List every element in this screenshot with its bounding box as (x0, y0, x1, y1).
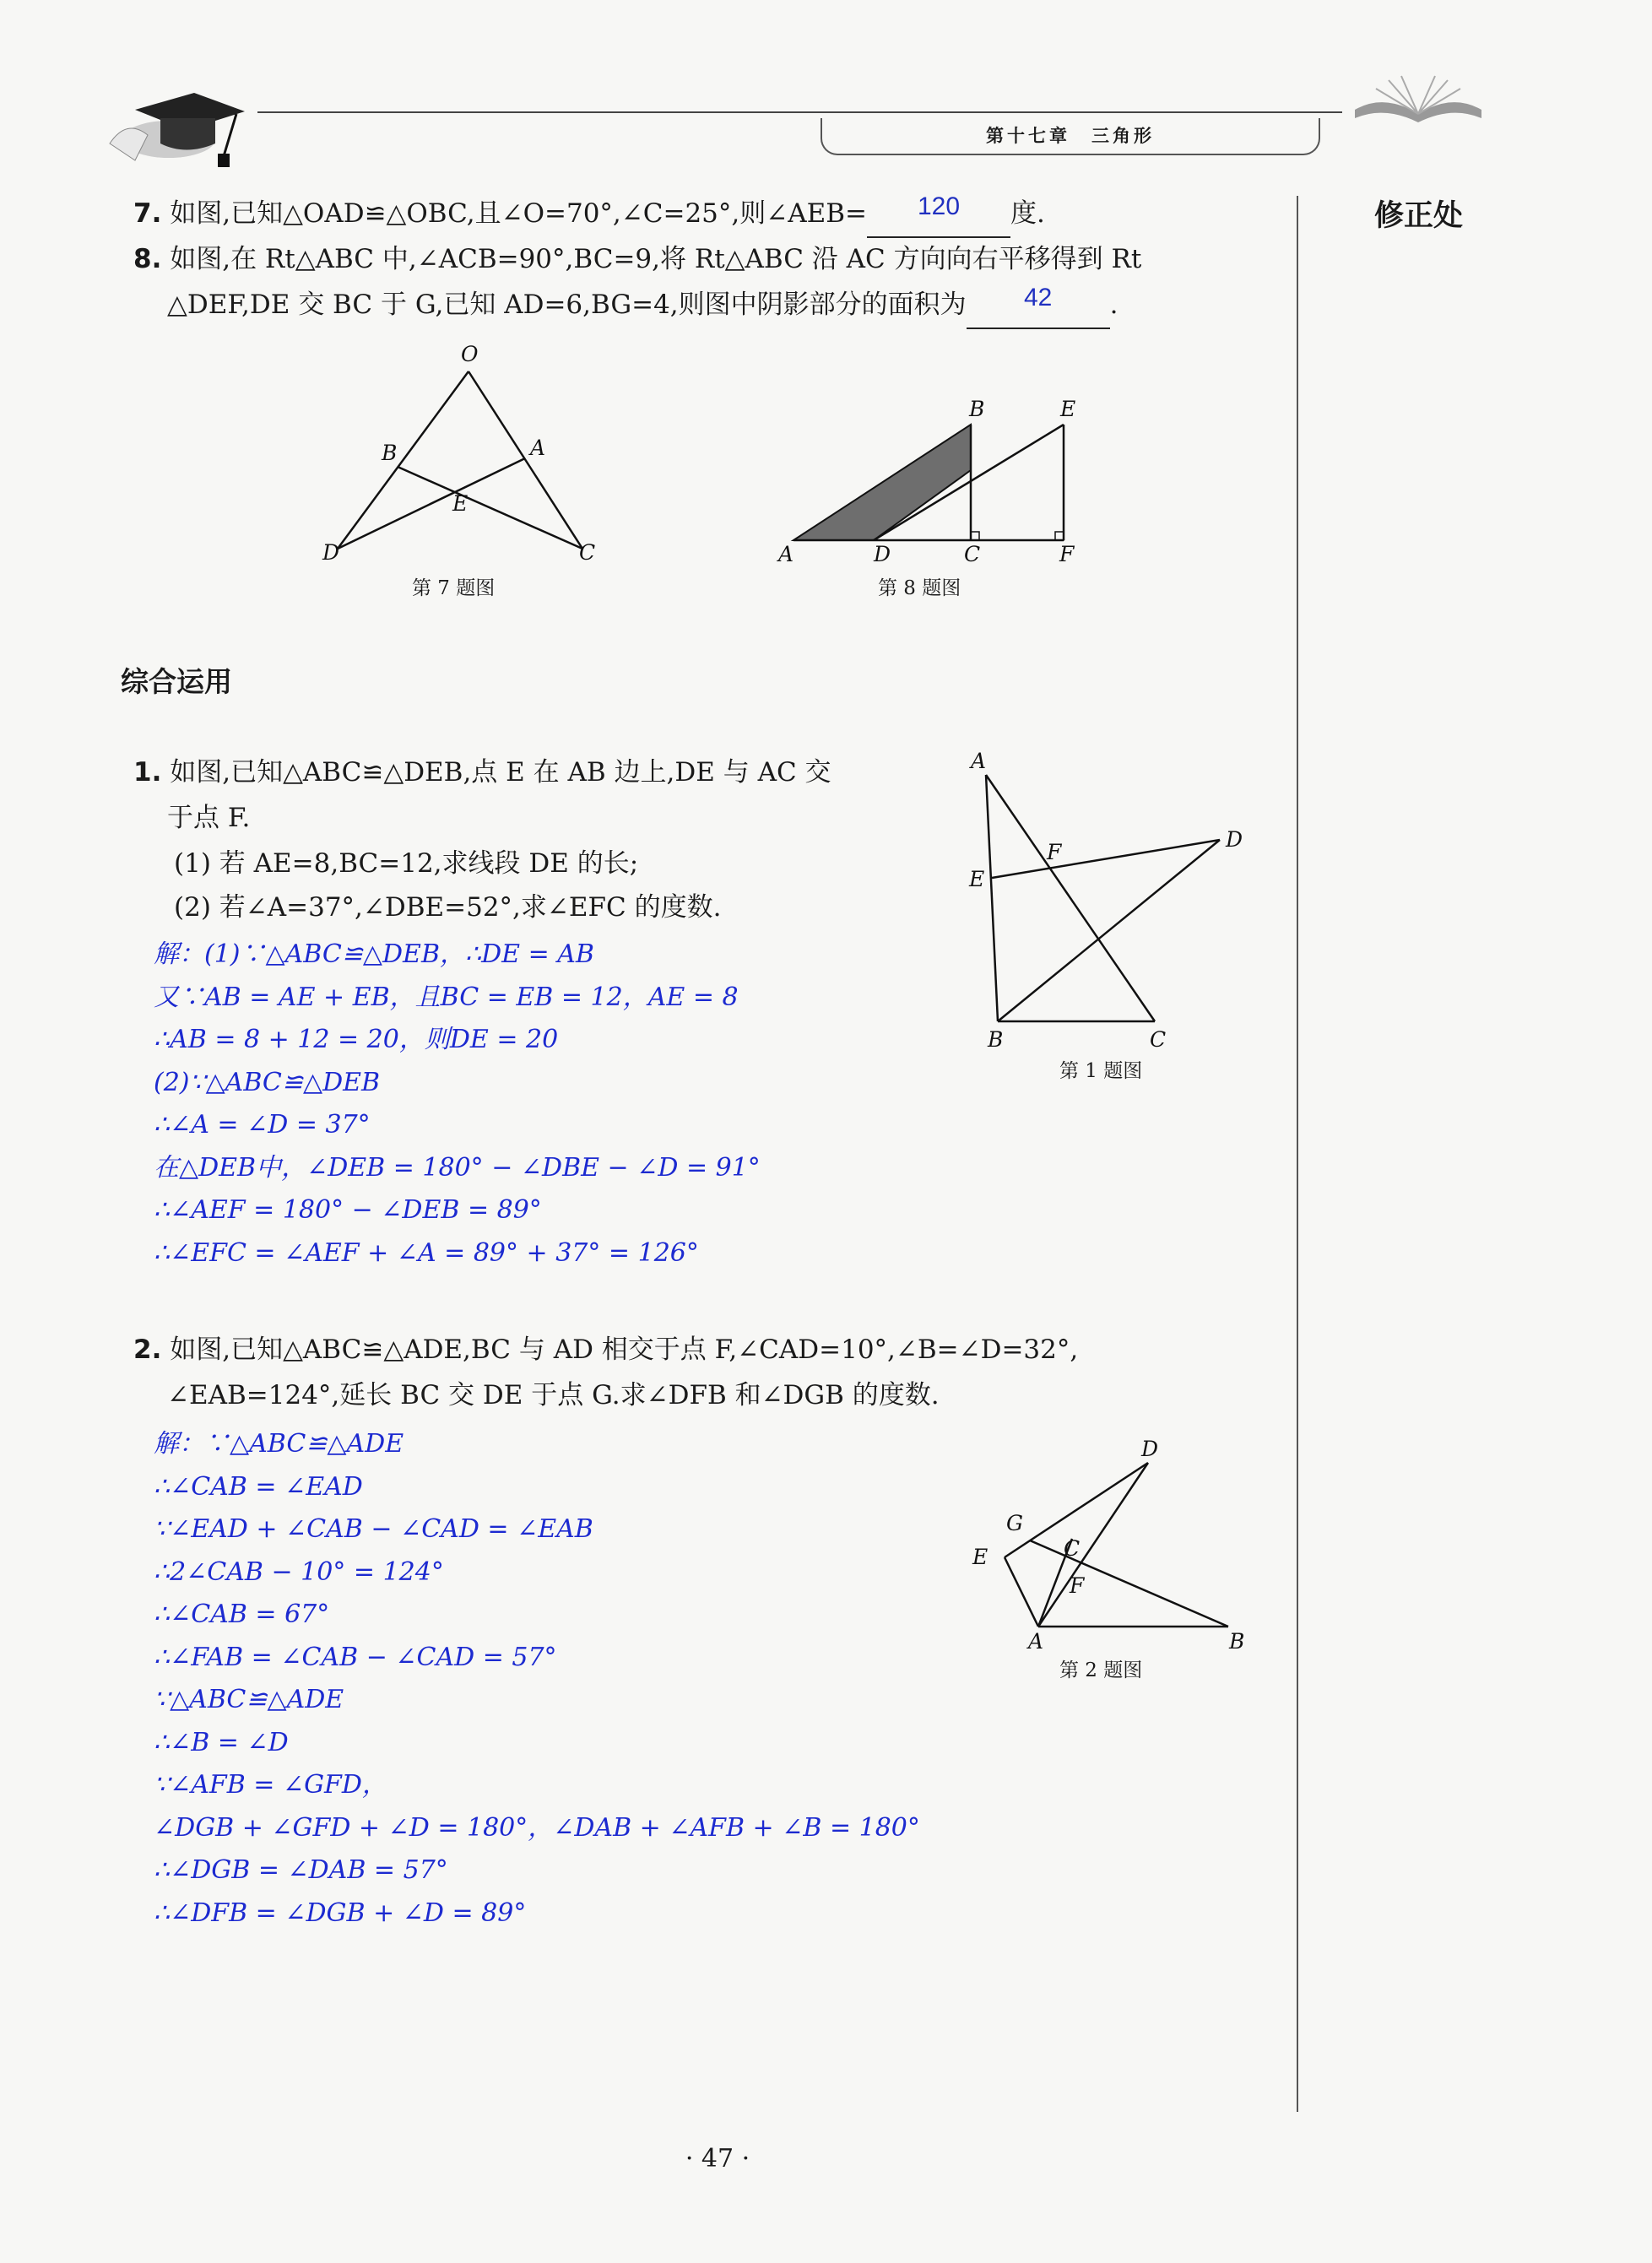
label-E: E (1060, 397, 1076, 421)
problem-2-line2: ∠EAB=124°,延长 BC 交 DE 于点 G.求∠DFB 和∠DGB 的度数. (167, 1380, 940, 1410)
fig8-caption: 第 8 题图 (878, 577, 961, 599)
figure-2 (954, 1431, 1275, 1650)
solution-line: ∴∠B = ∠D (154, 1727, 289, 1757)
solution-line: ∴∠EFC = ∠AEF + ∠A = 89° + 37° = 126° (154, 1237, 699, 1268)
label-G: G (1006, 1511, 1023, 1535)
question-8: 8. 如图,在 Rt△ABC 中,∠ACB=90°,BC=9,将 Rt△ABC 沿 AC 方向向右平移得到 Rt (133, 244, 1142, 274)
q8-answer-blank (967, 282, 1110, 329)
graduation-cap-icon (101, 59, 270, 169)
shaded-region (794, 425, 971, 540)
solution-line: 在△DEB中，∠DEB = 180° − ∠DBE − ∠D = 91° (154, 1152, 761, 1183)
problem-1-part1: (1) 若 AE=8,BC=12,求线段 DE 的长; (174, 848, 639, 879)
correction-label: 修正处 (1374, 199, 1464, 233)
figure-8 (768, 384, 1106, 578)
solution-line: ∵△ABC≌△ADE (154, 1685, 344, 1714)
solution-line: 又∵AB = AE + EB，且BC = EB = 12，AE = 8 (154, 982, 739, 1012)
label-E: E (972, 1545, 988, 1569)
question-7: 7. 如图,已知△OAD≌△OBC,且∠O=70°,∠C=25°,则∠AEB= 120 度. (133, 191, 1045, 238)
solution-line: (2)∵△ABC≌△DEB (154, 1067, 381, 1097)
header-rule (257, 111, 1342, 113)
label-F: F (1059, 542, 1075, 566)
label-F: F (1047, 840, 1062, 864)
q8-line1: 如图,在 Rt△ABC 中,∠ACB=90°,BC=9,将 Rt△ABC 沿 AC 方向向右平移得到 Rt (170, 244, 1142, 274)
label-A: A (971, 749, 987, 773)
label-A: A (778, 542, 794, 566)
fig2-caption: 第 2 题图 (1059, 1659, 1143, 1681)
problem-1-part2: (2) 若∠A=37°,∠DBE=52°,求∠EFC 的度数. (174, 892, 722, 923)
fig7-caption: 第 7 题图 (412, 577, 496, 599)
solution-line: ∴∠DFB = ∠DGB + ∠D = 89° (154, 1898, 527, 1928)
solution-line: ∠DGB + ∠GFD + ∠D = 180°，∠DAB + ∠AFB + ∠B = 180° (154, 1812, 920, 1843)
q7-answer-blank (867, 191, 1010, 238)
problem-2-solution (154, 1423, 920, 1935)
solution-line: 解：(1)∵△ABC≌△DEB，∴DE = AB (154, 939, 594, 969)
problem-1-line2: 于点 F. (167, 803, 251, 833)
problem-1-solution (154, 934, 761, 1275)
q8-answer: 42 (1023, 284, 1053, 311)
label-E: E (452, 491, 469, 516)
solution-line: ∴∠A = ∠D = 37° (154, 1110, 371, 1140)
seg-AD (338, 458, 525, 549)
label-C: C (1150, 1027, 1167, 1052)
label-F: F (1070, 1573, 1085, 1598)
seg-OC (469, 371, 582, 549)
seg-BC (398, 467, 582, 549)
label-D: D (322, 540, 340, 565)
label-B: B (969, 397, 985, 421)
q7-text: 如图,已知△OAD≌△OBC,且∠O=70°,∠C=25°,则∠AEB= (170, 198, 868, 229)
question-8-line2: △DEF,DE 交 BC 于 G,已知 AD=6,BG=4,则图中阴影部分的面积为 42 . (167, 282, 1118, 329)
section-title: 综合运用 (121, 665, 232, 698)
fig1-caption: 第 1 题图 (1059, 1060, 1143, 1082)
problem-1-line1: 1. 如图,已知△ABC≌△DEB,点 E 在 AB 边上,DE 与 AC 交 (133, 757, 831, 788)
solution-line: ∴∠DGB = ∠DAB = 57° (154, 1855, 448, 1885)
solution-line: ∵∠EAD + ∠CAB − ∠CAD = ∠EAB (154, 1514, 593, 1544)
problem-2-line1: 2. 如图,已知△ABC≌△ADE,BC 与 AD 相交于点 F,∠CAD=10°,∠B=∠D=32°, (133, 1335, 1079, 1365)
figure-1 (962, 743, 1266, 1055)
margin-divider (1297, 196, 1298, 2112)
open-book-icon (1351, 68, 1486, 127)
solution-line: ∴2∠CAB − 10° = 124° (154, 1556, 444, 1587)
solution-line: ∴∠AEF = 180° − ∠DEB = 89° (154, 1195, 542, 1225)
solution-line: ∴∠CAB = ∠EAD (154, 1471, 363, 1502)
label-O: O (461, 342, 479, 366)
figure-7 (304, 333, 625, 587)
solution-line: 解：∵△ABC≌△ADE (154, 1429, 404, 1459)
label-C: C (579, 540, 596, 565)
label-B: B (382, 441, 398, 465)
chapter-title: 第十七章 三角形 (821, 118, 1320, 155)
label-D: D (1226, 827, 1243, 852)
page-number: · 47 · (685, 2144, 750, 2174)
q7-answer: 120 (917, 192, 961, 220)
label-E: E (969, 867, 985, 891)
label-B: B (1229, 1629, 1245, 1650)
seg-OD (338, 371, 469, 549)
solution-line: ∴∠CAB = 67° (154, 1600, 330, 1629)
label-C: C (964, 542, 981, 566)
label-B: B (988, 1027, 1004, 1052)
label-D: D (1141, 1437, 1159, 1461)
solution-line: ∴∠FAB = ∠CAB − ∠CAD = 57° (154, 1642, 557, 1672)
solution-line: ∵∠AFB = ∠GFD， (154, 1770, 387, 1800)
label-D: D (874, 542, 891, 566)
label-A: A (1028, 1629, 1044, 1650)
solution-line: ∴AB = 8 + 12 = 20，则DE = 20 (154, 1025, 559, 1054)
label-A: A (530, 436, 546, 460)
label-C: C (1064, 1536, 1081, 1561)
